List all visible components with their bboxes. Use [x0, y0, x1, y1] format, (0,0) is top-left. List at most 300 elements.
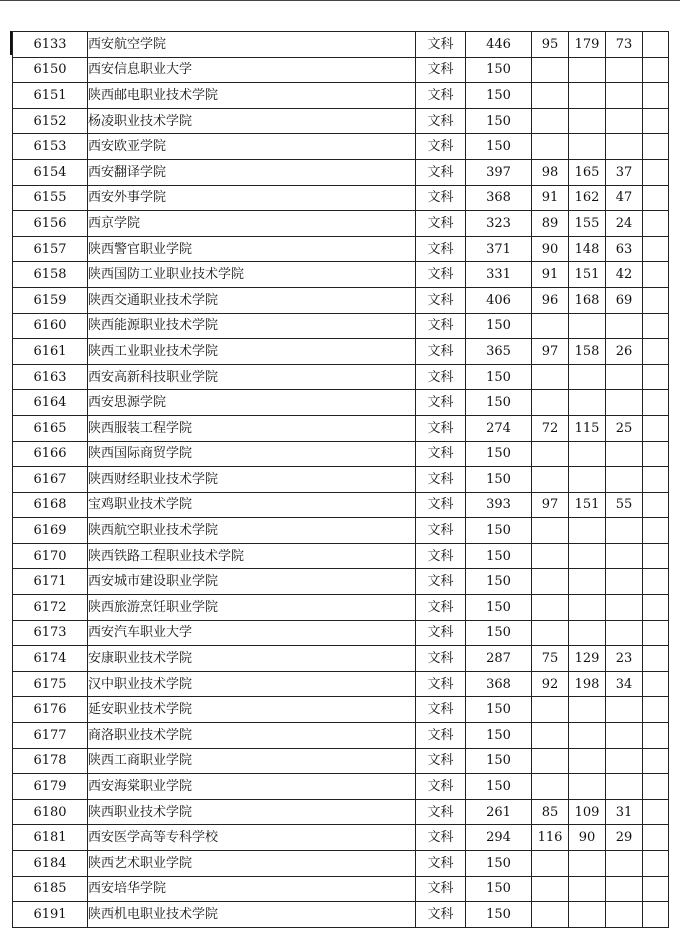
- empty-cell: [643, 287, 669, 313]
- school-code-cell: 6185: [13, 876, 88, 902]
- school-name-cell: 陕西警官职业学院: [88, 236, 416, 262]
- score-1-cell: [532, 57, 569, 83]
- table-row: [13, 825, 669, 851]
- score-2-cell: 151: [569, 262, 606, 288]
- empty-cell: [643, 646, 669, 672]
- empty-cell: [643, 441, 669, 467]
- subject-type-cell: 文科: [416, 518, 466, 544]
- subject-type-cell: 文科: [416, 390, 466, 416]
- school-code-cell: 6184: [13, 851, 88, 877]
- empty-cell: [643, 32, 669, 58]
- score-2-cell: [569, 876, 606, 902]
- subject-type-cell: 文科: [416, 492, 466, 518]
- school-name-cell: 西安海棠职业学院: [88, 774, 416, 800]
- score-2-cell: [569, 851, 606, 877]
- score-3-cell: [606, 620, 643, 646]
- empty-cell: [643, 492, 669, 518]
- subject-type-cell: 文科: [416, 32, 466, 58]
- score-1-cell: 85: [532, 799, 569, 825]
- score-2-cell: 115: [569, 415, 606, 441]
- empty-cell: [643, 83, 669, 109]
- school-name-cell: 宝鸡职业技术学院: [88, 492, 416, 518]
- table-row: [13, 287, 669, 313]
- total-score-cell: 261: [466, 799, 532, 825]
- score-1-cell: [532, 134, 569, 160]
- score-2-cell: 151: [569, 492, 606, 518]
- school-name-cell: 陕西能源职业技术学院: [88, 313, 416, 339]
- total-score-cell: 150: [466, 313, 532, 339]
- score-1-cell: [532, 518, 569, 544]
- score-2-cell: [569, 902, 606, 928]
- total-score-cell: 150: [466, 851, 532, 877]
- score-3-cell: 24: [606, 211, 643, 237]
- subject-type-cell: 文科: [416, 211, 466, 237]
- total-score-cell: 150: [466, 697, 532, 723]
- school-name-cell: 陕西职业技术学院: [88, 799, 416, 825]
- score-1-cell: 72: [532, 415, 569, 441]
- score-3-cell: 55: [606, 492, 643, 518]
- total-score-cell: 406: [466, 287, 532, 313]
- score-3-cell: 26: [606, 339, 643, 365]
- empty-cell: [643, 671, 669, 697]
- score-1-cell: 91: [532, 185, 569, 211]
- score-1-cell: [532, 390, 569, 416]
- score-2-cell: [569, 569, 606, 595]
- total-score-cell: 294: [466, 825, 532, 851]
- score-1-cell: 98: [532, 159, 569, 185]
- total-score-cell: 150: [466, 620, 532, 646]
- empty-cell: [643, 595, 669, 621]
- score-2-cell: [569, 134, 606, 160]
- top-rule: [0, 0, 680, 1]
- score-3-cell: [606, 543, 643, 569]
- score-3-cell: [606, 364, 643, 390]
- score-3-cell: 73: [606, 32, 643, 58]
- table-row: [13, 262, 669, 288]
- total-score-cell: 150: [466, 723, 532, 749]
- score-2-cell: [569, 313, 606, 339]
- score-1-cell: 96: [532, 287, 569, 313]
- score-2-cell: 129: [569, 646, 606, 672]
- empty-cell: [643, 825, 669, 851]
- score-1-cell: 90: [532, 236, 569, 262]
- subject-type-cell: 文科: [416, 825, 466, 851]
- table-row: [13, 569, 669, 595]
- school-name-cell: 陕西服装工程学院: [88, 415, 416, 441]
- table-row: [13, 339, 669, 365]
- table-row: [13, 32, 669, 58]
- score-2-cell: [569, 518, 606, 544]
- score-3-cell: [606, 57, 643, 83]
- subject-type-cell: 文科: [416, 876, 466, 902]
- empty-cell: [643, 364, 669, 390]
- subject-type-cell: 文科: [416, 57, 466, 83]
- school-name-cell: 商洛职业技术学院: [88, 723, 416, 749]
- total-score-cell: 323: [466, 211, 532, 237]
- school-name-cell: 陕西工业职业技术学院: [88, 339, 416, 365]
- score-1-cell: [532, 313, 569, 339]
- empty-cell: [643, 57, 669, 83]
- school-name-cell: 西安汽车职业大学: [88, 620, 416, 646]
- score-2-cell: 155: [569, 211, 606, 237]
- school-code-cell: 6175: [13, 671, 88, 697]
- total-score-cell: 365: [466, 339, 532, 365]
- subject-type-cell: 文科: [416, 543, 466, 569]
- total-score-cell: 397: [466, 159, 532, 185]
- table-row: [13, 697, 669, 723]
- empty-cell: [643, 697, 669, 723]
- score-1-cell: [532, 108, 569, 134]
- score-3-cell: [606, 518, 643, 544]
- score-3-cell: [606, 134, 643, 160]
- subject-type-cell: 文科: [416, 620, 466, 646]
- empty-cell: [643, 185, 669, 211]
- empty-cell: [643, 620, 669, 646]
- school-code-cell: 6170: [13, 543, 88, 569]
- subject-type-cell: 文科: [416, 569, 466, 595]
- school-name-cell: 西安培华学院: [88, 876, 416, 902]
- score-2-cell: [569, 390, 606, 416]
- school-code-cell: 6165: [13, 415, 88, 441]
- score-3-cell: [606, 595, 643, 621]
- school-code-cell: 6160: [13, 313, 88, 339]
- empty-cell: [643, 518, 669, 544]
- table-row: [13, 620, 669, 646]
- score-3-cell: [606, 390, 643, 416]
- score-2-cell: [569, 83, 606, 109]
- score-3-cell: 47: [606, 185, 643, 211]
- total-score-cell: 150: [466, 518, 532, 544]
- score-3-cell: 23: [606, 646, 643, 672]
- school-code-cell: 6166: [13, 441, 88, 467]
- total-score-cell: 150: [466, 467, 532, 493]
- school-name-cell: 西安信息职业大学: [88, 57, 416, 83]
- table-row: [13, 774, 669, 800]
- empty-cell: [643, 876, 669, 902]
- score-3-cell: 37: [606, 159, 643, 185]
- score-1-cell: [532, 851, 569, 877]
- empty-cell: [643, 236, 669, 262]
- score-3-cell: [606, 902, 643, 928]
- total-score-cell: 371: [466, 236, 532, 262]
- score-2-cell: [569, 467, 606, 493]
- subject-type-cell: 文科: [416, 364, 466, 390]
- table-row: [13, 313, 669, 339]
- subject-type-cell: 文科: [416, 748, 466, 774]
- score-1-cell: 89: [532, 211, 569, 237]
- table-row: [13, 543, 669, 569]
- score-3-cell: 63: [606, 236, 643, 262]
- score-3-cell: [606, 774, 643, 800]
- score-2-cell: 109: [569, 799, 606, 825]
- subject-type-cell: 文科: [416, 467, 466, 493]
- subject-type-cell: 文科: [416, 108, 466, 134]
- score-3-cell: [606, 851, 643, 877]
- subject-type-cell: 文科: [416, 851, 466, 877]
- table-row: [13, 159, 669, 185]
- score-1-cell: [532, 467, 569, 493]
- total-score-cell: 368: [466, 671, 532, 697]
- table-row: [13, 748, 669, 774]
- school-code-cell: 6158: [13, 262, 88, 288]
- score-3-cell: [606, 467, 643, 493]
- school-code-cell: 6178: [13, 748, 88, 774]
- empty-cell: [643, 390, 669, 416]
- table-row: [13, 108, 669, 134]
- empty-cell: [643, 211, 669, 237]
- table-row: [13, 518, 669, 544]
- total-score-cell: 368: [466, 185, 532, 211]
- table-row: [13, 185, 669, 211]
- score-1-cell: 92: [532, 671, 569, 697]
- total-score-cell: 331: [466, 262, 532, 288]
- school-code-cell: 6167: [13, 467, 88, 493]
- score-3-cell: [606, 748, 643, 774]
- school-code-cell: 6159: [13, 287, 88, 313]
- score-2-cell: 198: [569, 671, 606, 697]
- table-row: [13, 441, 669, 467]
- school-code-cell: 6163: [13, 364, 88, 390]
- school-name-cell: 陕西工商职业学院: [88, 748, 416, 774]
- total-score-cell: 274: [466, 415, 532, 441]
- table-row: [13, 364, 669, 390]
- school-code-cell: 6176: [13, 697, 88, 723]
- total-score-cell: 150: [466, 774, 532, 800]
- subject-type-cell: 文科: [416, 646, 466, 672]
- total-score-cell: 150: [466, 748, 532, 774]
- school-code-cell: 6181: [13, 825, 88, 851]
- total-score-cell: 150: [466, 569, 532, 595]
- total-score-cell: 150: [466, 134, 532, 160]
- subject-type-cell: 文科: [416, 723, 466, 749]
- score-1-cell: [532, 543, 569, 569]
- table-row: [13, 467, 669, 493]
- empty-cell: [643, 748, 669, 774]
- score-3-cell: [606, 697, 643, 723]
- score-1-cell: [532, 83, 569, 109]
- subject-type-cell: 文科: [416, 262, 466, 288]
- school-code-cell: 6173: [13, 620, 88, 646]
- school-code-cell: 6133: [13, 32, 88, 58]
- empty-cell: [643, 108, 669, 134]
- table-row: [13, 799, 669, 825]
- school-name-cell: 陕西艺术职业学院: [88, 851, 416, 877]
- school-name-cell: 汉中职业技术学院: [88, 671, 416, 697]
- score-1-cell: 95: [532, 32, 569, 58]
- school-code-cell: 6174: [13, 646, 88, 672]
- subject-type-cell: 文科: [416, 671, 466, 697]
- score-3-cell: [606, 313, 643, 339]
- subject-type-cell: 文科: [416, 83, 466, 109]
- school-name-cell: 西安思源学院: [88, 390, 416, 416]
- empty-cell: [643, 851, 669, 877]
- school-code-cell: 6171: [13, 569, 88, 595]
- total-score-cell: 150: [466, 441, 532, 467]
- score-3-cell: 25: [606, 415, 643, 441]
- score-2-cell: 158: [569, 339, 606, 365]
- score-2-cell: 179: [569, 32, 606, 58]
- total-score-cell: 446: [466, 32, 532, 58]
- score-1-cell: [532, 364, 569, 390]
- score-2-cell: [569, 620, 606, 646]
- subject-type-cell: 文科: [416, 339, 466, 365]
- table-row: [13, 876, 669, 902]
- school-code-cell: 6157: [13, 236, 88, 262]
- subject-type-cell: 文科: [416, 595, 466, 621]
- school-name-cell: 陕西国防工业职业技术学院: [88, 262, 416, 288]
- score-3-cell: 69: [606, 287, 643, 313]
- school-name-cell: 西安翻译学院: [88, 159, 416, 185]
- table-row: [13, 57, 669, 83]
- school-name-cell: 杨凌职业技术学院: [88, 108, 416, 134]
- score-3-cell: 31: [606, 799, 643, 825]
- table-row: [13, 723, 669, 749]
- subject-type-cell: 文科: [416, 774, 466, 800]
- score-2-cell: [569, 774, 606, 800]
- subject-type-cell: 文科: [416, 185, 466, 211]
- school-name-cell: 陕西国际商贸学院: [88, 441, 416, 467]
- score-2-cell: [569, 364, 606, 390]
- school-name-cell: 延安职业技术学院: [88, 697, 416, 723]
- score-1-cell: [532, 723, 569, 749]
- school-code-cell: 6191: [13, 902, 88, 928]
- school-name-cell: 陕西旅游烹饪职业学院: [88, 595, 416, 621]
- score-3-cell: [606, 441, 643, 467]
- school-code-cell: 6164: [13, 390, 88, 416]
- school-code-cell: 6168: [13, 492, 88, 518]
- empty-cell: [643, 313, 669, 339]
- table-row: [13, 236, 669, 262]
- school-name-cell: 安康职业技术学院: [88, 646, 416, 672]
- score-2-cell: 168: [569, 287, 606, 313]
- total-score-cell: 150: [466, 902, 532, 928]
- subject-type-cell: 文科: [416, 236, 466, 262]
- score-2-cell: 90: [569, 825, 606, 851]
- empty-cell: [643, 467, 669, 493]
- score-3-cell: [606, 569, 643, 595]
- score-1-cell: [532, 774, 569, 800]
- school-code-cell: 6151: [13, 83, 88, 109]
- empty-cell: [643, 415, 669, 441]
- school-name-cell: 陕西邮电职业技术学院: [88, 83, 416, 109]
- empty-cell: [643, 902, 669, 928]
- subject-type-cell: 文科: [416, 313, 466, 339]
- score-table-body: [13, 32, 669, 928]
- subject-type-cell: 文科: [416, 441, 466, 467]
- score-1-cell: [532, 876, 569, 902]
- subject-type-cell: 文科: [416, 902, 466, 928]
- empty-cell: [643, 723, 669, 749]
- empty-cell: [643, 569, 669, 595]
- school-code-cell: 6150: [13, 57, 88, 83]
- table-row: [13, 211, 669, 237]
- school-name-cell: 陕西交通职业技术学院: [88, 287, 416, 313]
- score-1-cell: [532, 697, 569, 723]
- table-row: [13, 134, 669, 160]
- score-1-cell: 97: [532, 339, 569, 365]
- score-1-cell: [532, 569, 569, 595]
- table-row: [13, 492, 669, 518]
- score-3-cell: [606, 108, 643, 134]
- total-score-cell: 150: [466, 364, 532, 390]
- score-1-cell: 91: [532, 262, 569, 288]
- empty-cell: [643, 134, 669, 160]
- school-name-cell: 西安城市建设职业学院: [88, 569, 416, 595]
- table-row: [13, 390, 669, 416]
- score-1-cell: 75: [532, 646, 569, 672]
- subject-type-cell: 文科: [416, 415, 466, 441]
- school-name-cell: 陕西机电职业技术学院: [88, 902, 416, 928]
- score-1-cell: 97: [532, 492, 569, 518]
- table-row: [13, 851, 669, 877]
- total-score-cell: 150: [466, 876, 532, 902]
- table-row: [13, 902, 669, 928]
- score-1-cell: 116: [532, 825, 569, 851]
- subject-type-cell: 文科: [416, 799, 466, 825]
- subject-type-cell: 文科: [416, 159, 466, 185]
- subject-type-cell: 文科: [416, 134, 466, 160]
- empty-cell: [643, 159, 669, 185]
- subject-type-cell: 文科: [416, 697, 466, 723]
- total-score-cell: 287: [466, 646, 532, 672]
- score-3-cell: 42: [606, 262, 643, 288]
- school-name-cell: 西安医学高等专科学校: [88, 825, 416, 851]
- school-name-cell: 陕西航空职业技术学院: [88, 518, 416, 544]
- score-2-cell: [569, 723, 606, 749]
- total-score-cell: 150: [466, 108, 532, 134]
- school-code-cell: 6153: [13, 134, 88, 160]
- school-name-cell: 陕西财经职业技术学院: [88, 467, 416, 493]
- score-2-cell: [569, 697, 606, 723]
- total-score-cell: 150: [466, 543, 532, 569]
- school-name-cell: 西京学院: [88, 211, 416, 237]
- score-2-cell: [569, 108, 606, 134]
- subject-type-cell: 文科: [416, 287, 466, 313]
- empty-cell: [643, 799, 669, 825]
- table-row: [13, 646, 669, 672]
- school-code-cell: 6161: [13, 339, 88, 365]
- total-score-cell: 150: [466, 390, 532, 416]
- table-row: [13, 595, 669, 621]
- score-2-cell: 148: [569, 236, 606, 262]
- school-name-cell: 西安欧亚学院: [88, 134, 416, 160]
- score-2-cell: 165: [569, 159, 606, 185]
- empty-cell: [643, 543, 669, 569]
- score-1-cell: [532, 748, 569, 774]
- empty-cell: [643, 262, 669, 288]
- school-name-cell: 陕西铁路工程职业技术学院: [88, 543, 416, 569]
- score-2-cell: 162: [569, 185, 606, 211]
- score-2-cell: [569, 543, 606, 569]
- empty-cell: [643, 339, 669, 365]
- school-name-cell: 西安航空学院: [88, 32, 416, 58]
- empty-cell: [643, 774, 669, 800]
- school-name-cell: 西安高新科技职业学院: [88, 364, 416, 390]
- score-2-cell: [569, 748, 606, 774]
- score-2-cell: [569, 57, 606, 83]
- school-code-cell: 6156: [13, 211, 88, 237]
- score-1-cell: [532, 902, 569, 928]
- score-1-cell: [532, 441, 569, 467]
- school-code-cell: 6169: [13, 518, 88, 544]
- score-3-cell: 29: [606, 825, 643, 851]
- school-code-cell: 6179: [13, 774, 88, 800]
- score-1-cell: [532, 620, 569, 646]
- total-score-cell: 393: [466, 492, 532, 518]
- score-3-cell: [606, 723, 643, 749]
- school-name-cell: 西安外事学院: [88, 185, 416, 211]
- score-table: [12, 31, 669, 928]
